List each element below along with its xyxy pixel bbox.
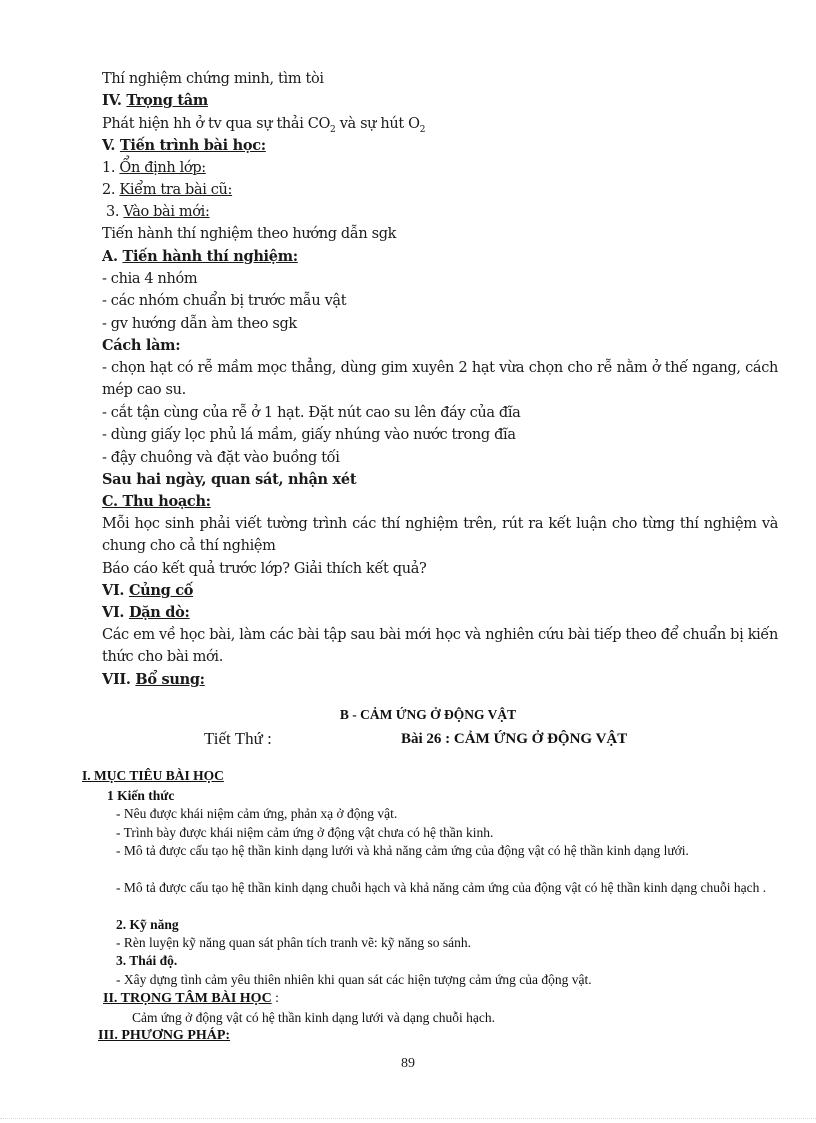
step-title: Vào bài mới: [123,204,210,220]
heading-vi [102,602,778,624]
subscript: 2 [330,124,336,135]
text-span: và sự hút O [335,116,420,132]
list-item: - đậy chuông và đặt vào buồng tối [102,450,340,466]
section-title: B - CẢM ỨNG Ở ĐỘNG VẬT [339,707,517,722]
heading-c: C. Thu hoạch: [102,493,211,510]
list-item: - Xây dựng tình cảm yêu thiên nhiên khi quan sát các hiện tượng cảm ứng của động vật. [116,972,592,987]
heading-number: VI. [102,604,125,621]
heading-vii [102,669,778,691]
subscript: 2 [419,124,426,135]
heading-colon: : [271,990,279,1005]
step-2 [102,179,778,201]
heading-title: Tiến trình bài học: [119,137,266,154]
heading-title: Dặn dò: [128,604,190,621]
step-number: 2. [102,182,116,198]
heading-trong-tam [103,989,779,1008]
heading-iv [102,90,778,112]
list-item: - chia 4 nhóm [102,271,198,287]
step-3 [106,201,782,223]
lesson-title: Bài 26 : CẢM ỨNG Ở ĐỘNG VẬT [401,731,628,747]
list-item: - Mô tả được cấu tạo hệ thần kinh dạng lưới và khả năng cảm ứng của động vật có hệ thần kinh dạng lưới. [116,843,689,858]
step-title: Ổn định lớp: [119,160,206,176]
list-item: - Rèn luyện kỹ năng quan sát phân tích tranh vẽ: kỹ năng so sánh. [116,935,472,950]
list-item: - các nhóm chuẩn bị trước mẫu vật [102,293,347,309]
heading-number: A. [102,248,118,265]
subheading-thai-do: 3. Thái độ. [116,953,178,968]
subheading-ky-nang: 2. Kỹ năng [116,917,179,932]
page-number: 89 [401,1056,415,1071]
subheading-cach-lam: Cách làm: [102,337,181,354]
step-number: 3. [106,204,120,220]
list-item: - chọn hạt có rễ mầm mọc thẳng, dùng gim xuyên 2 hạt vừa chọn cho rễ nằm ở thế ngang, cách mép cao su. [102,360,778,398]
step-title: Kiểm tra bài cũ: [119,182,233,198]
heading-number: IV. [102,92,122,109]
heading-title: Củng cố [128,582,194,599]
list-item: - Trình bày được khái niệm cảm ứng ở động vật chưa có hệ thần kinh. [116,825,494,840]
text-line: Báo cáo kết quả trước lớp? Giải thích kết quả? [102,561,427,577]
list-item: - cắt tận cùng của rễ ở 1 hạt. Đặt nút cao su lên đáy của đĩa [102,405,521,421]
heading-title: II. TRỌNG TÂM BÀI HỌC [103,991,272,1006]
heading-v [102,135,778,157]
heading-vi [102,580,778,602]
heading-title: Trọng tâm [126,92,208,109]
bold-line: Sau hai ngày, quan sát, nhận xét [102,471,357,488]
paragraph: Mỗi học sinh phải viết tường trình các thí nghiệm trên, rút ra kết luận cho từng thí nghiệm và chung cho cả thí nghiệm [102,516,778,554]
heading-number: VI. [102,582,125,599]
heading-title: Bổ sung: [135,671,205,688]
heading-title: Tiến hành thí nghiệm: [122,248,298,265]
text-line: Thí nghiệm chứng minh, tìm tòi [102,71,324,87]
heading-phuong-phap: III. PHƯƠNG PHÁP: [98,1028,231,1043]
list-item: - Mô tả được cấu tạo hệ thần kinh dạng chuỗi hạch và khả năng cảm ứng của động vật có hệ thần kinh dạng chuỗi hạch . [116,880,767,895]
text-span: Phát hiện hh ở tv qua sự thải CO [102,116,331,132]
heading-muc-tieu: I. MỤC TIÊU BÀI HỌC [82,768,224,783]
lesson-period-label: Tiết Thứ : [204,729,272,748]
page-bottom-border [0,1118,816,1119]
step-number: 1. [102,160,116,176]
heading-a [102,246,778,268]
heading-number: VII. [102,671,131,688]
list-item: - dùng giấy lọc phủ lá mầm, giấy nhúng vào nước trong đĩa [102,427,516,443]
subheading-kien-thuc: 1 Kiến thức [107,788,175,803]
step-1 [102,157,778,179]
list-item: - Nêu được khái niệm cảm ứng, phản xạ ở động vật. [116,806,398,821]
paragraph: Các em về học bài, làm các bài tập sau bài mới học và nghiên cứu bài tiếp theo để chuẩn bị kiến thức cho bài mới. [102,627,778,665]
text-line: Tiến hành thí nghiệm theo hướng dẫn sgk [102,226,397,242]
text-line: Cảm ứng ở động vật có hệ thần kinh dạng lưới và dạng chuỗi hạch. [132,1010,495,1025]
list-item: - gv hướng dẫn àm theo sgk [102,316,297,332]
heading-number: V. [102,137,116,154]
